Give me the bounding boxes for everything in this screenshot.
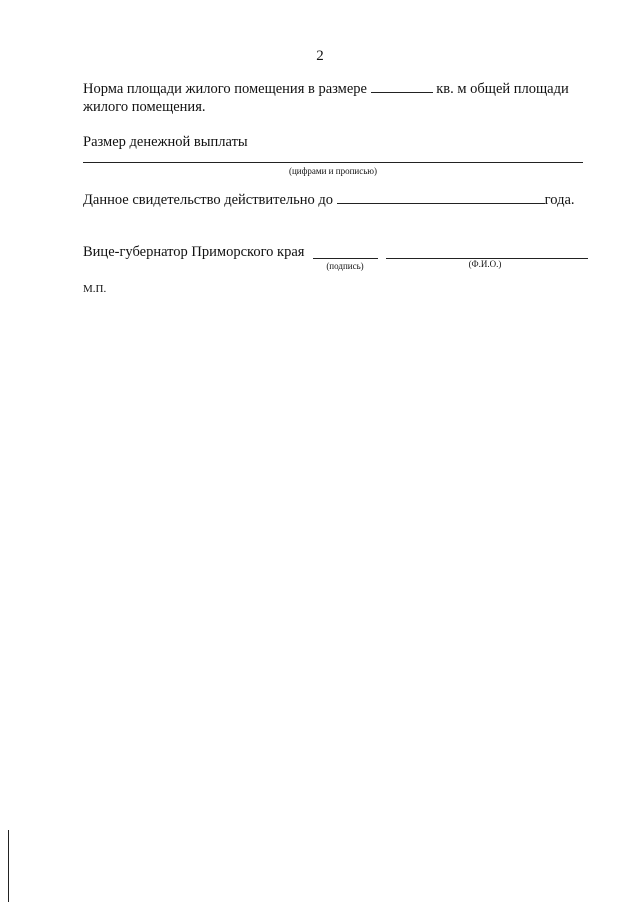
housing-area-blank[interactable] [371, 80, 433, 93]
housing-norm-suffix: кв. м общей площади [436, 81, 569, 97]
validity-date-blank[interactable] [337, 191, 545, 204]
validity-prefix: Данное свидетельство действительно до [83, 192, 334, 208]
signature-line[interactable] [313, 258, 378, 259]
payment-amount-line[interactable] [83, 162, 583, 163]
signature-label: Вице-губернатор Приморского края [83, 244, 305, 260]
signature-caption: (подпись) [326, 261, 364, 271]
housing-norm-prefix: Норма площади жилого помещения в размере [83, 81, 367, 97]
housing-norm-continuation: жилого помещения. [83, 99, 206, 115]
margin-bar [8, 830, 9, 902]
page-number: 2 [316, 48, 324, 64]
validity-line [83, 191, 588, 209]
housing-norm-line [83, 80, 588, 98]
payment-label: Размер денежной выплаты [83, 134, 248, 150]
validity-suffix: года. [544, 192, 575, 208]
payment-caption: (цифрами и прописью) [288, 166, 378, 176]
name-caption: (Ф.И.О.) [468, 259, 502, 269]
seal-place: М.П. [83, 283, 107, 295]
